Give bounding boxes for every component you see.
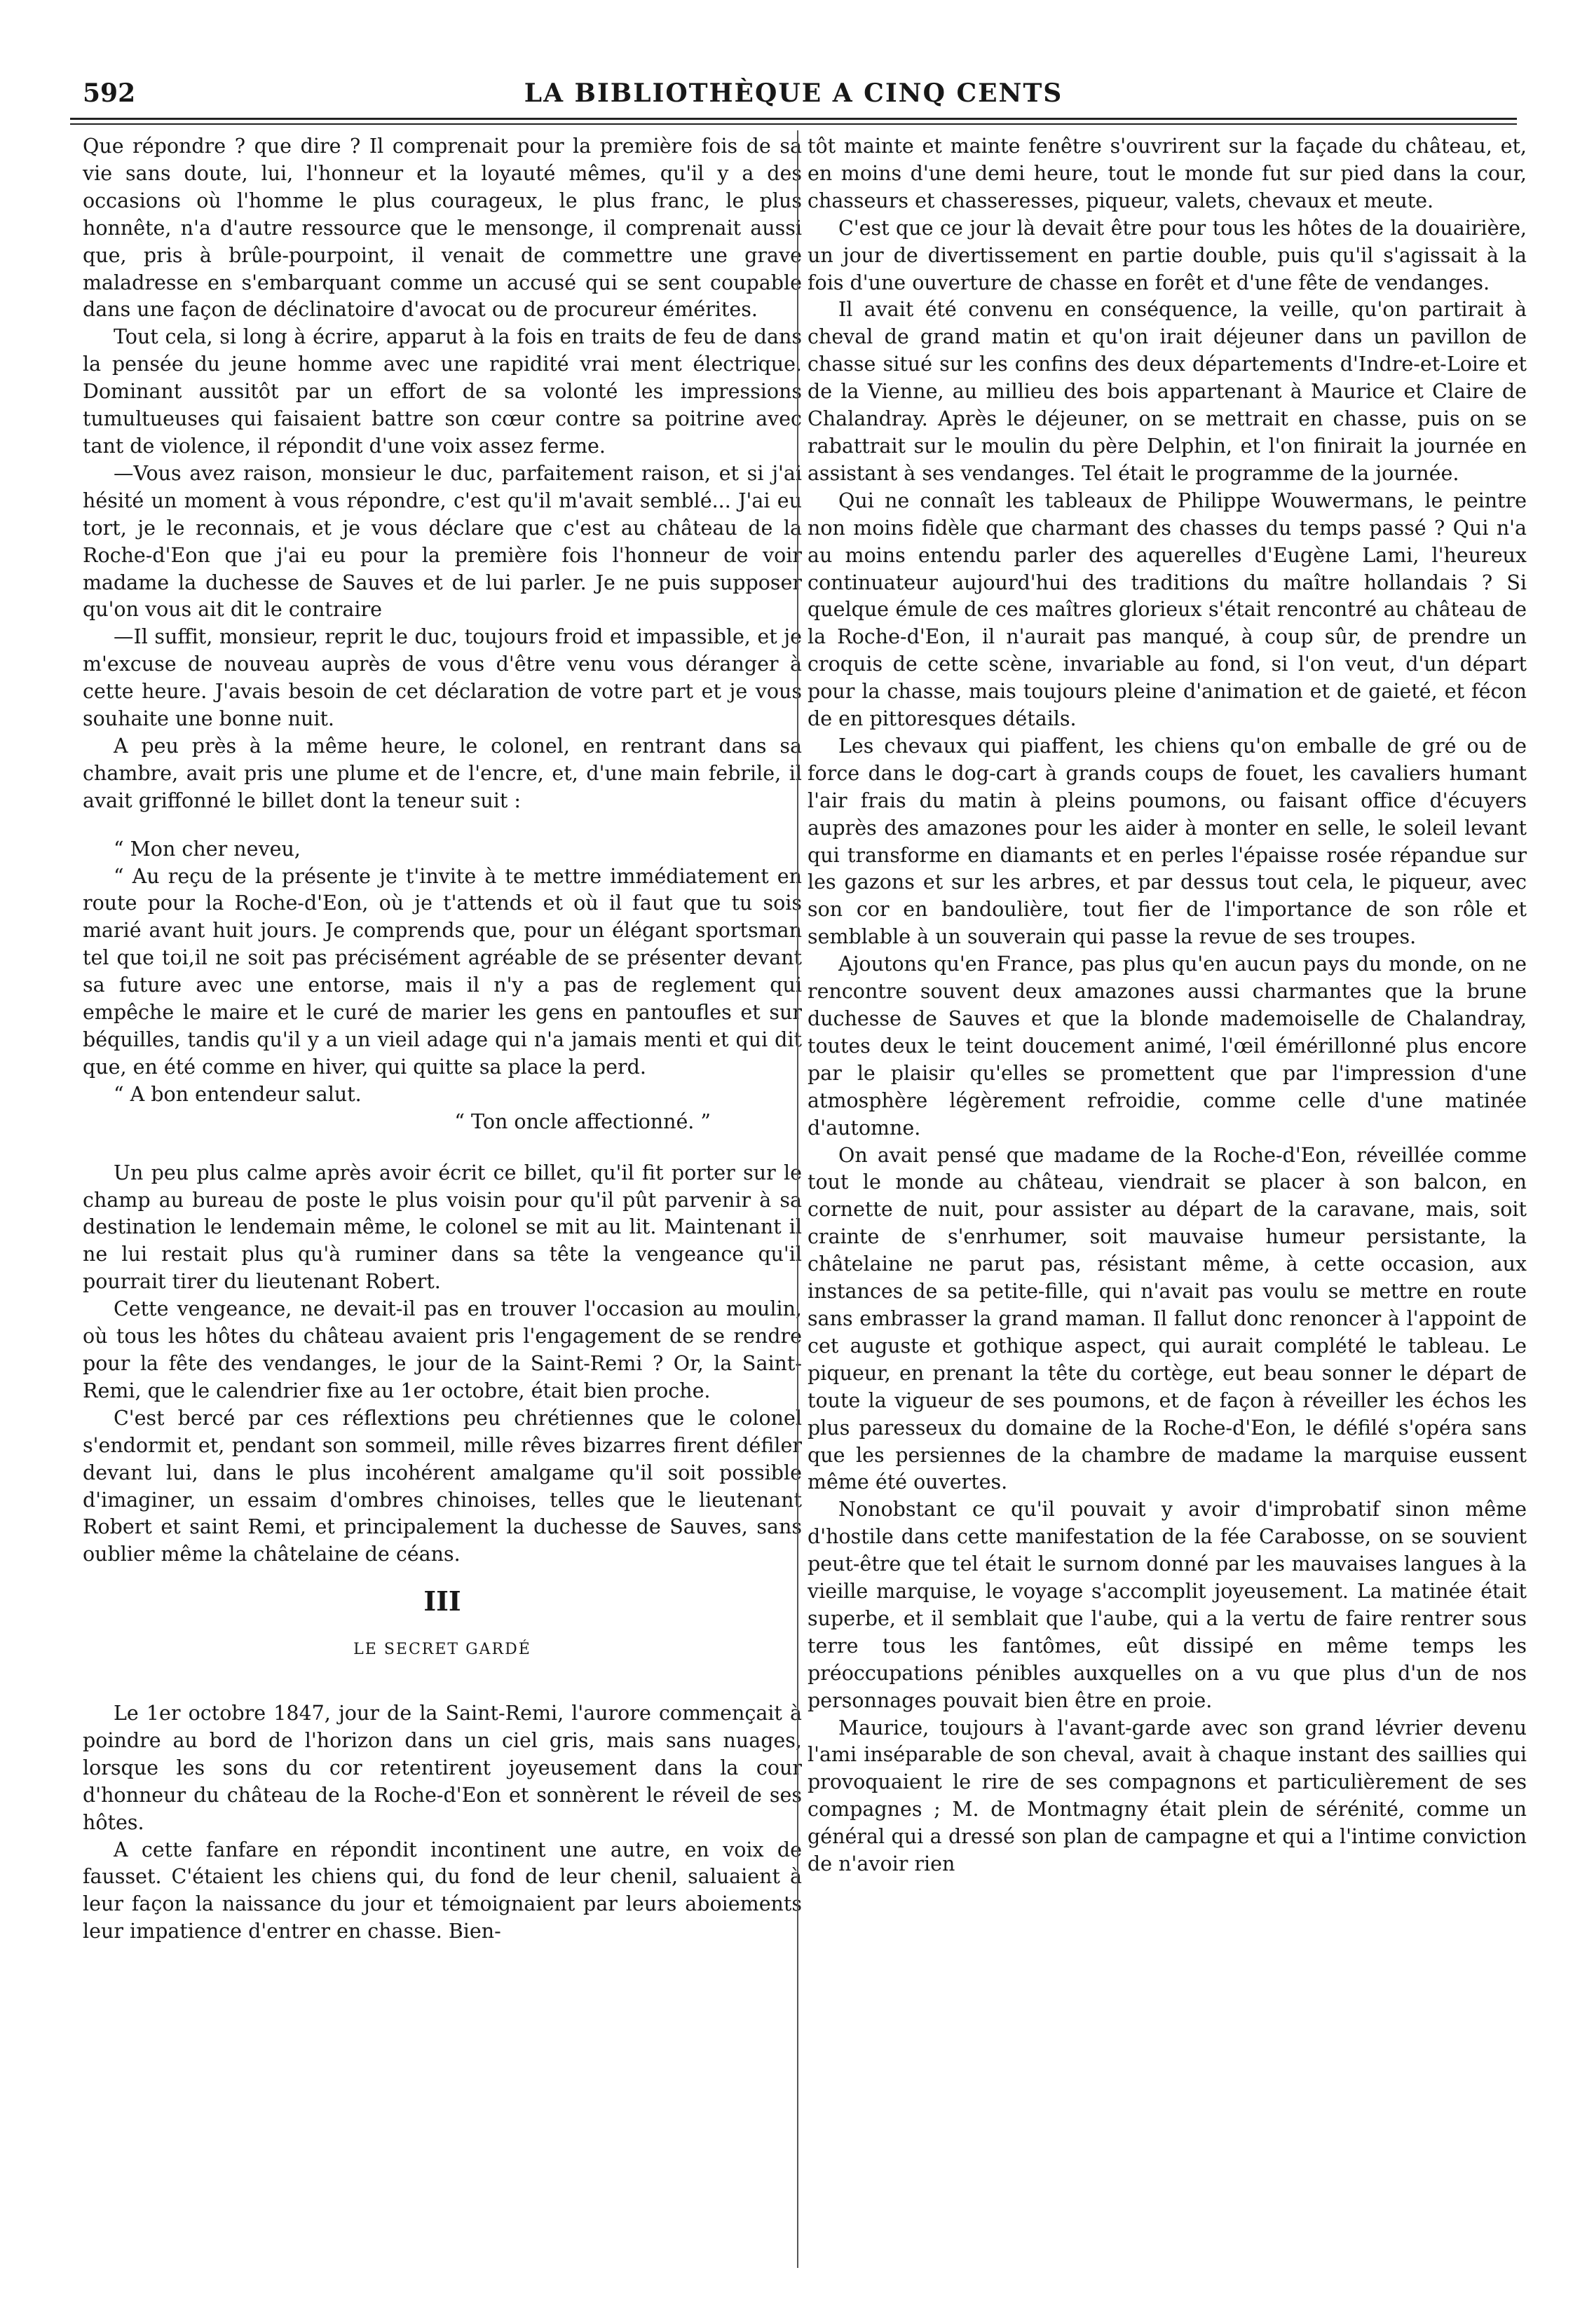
running-title: LA BIBLIOTHÈQUE A CINQ CENTS: [524, 78, 1063, 108]
page-header: [70, 78, 1517, 121]
header-rule: [70, 118, 1517, 120]
paragraph: A peu près à la même heure, le colonel, en rentrant dans sa chambre, avait pris une plume et de l'encre, et, d'une main febrile, il avait griffonné le billet dont la teneur suit :: [83, 734, 802, 812]
paragraph: A cette fanfare en répondit incontinent une autre, en voix de fausset. C'étaient les chiens qui, du fond de leur chenil, saluaient à leur façon la naissance du jour et témoignaient par leurs aboiements leur impatience d'entrer en chasse. Bien-: [83, 1838, 802, 1943]
letter-salutation: “ Mon cher neveu,: [114, 837, 301, 861]
left-column: [83, 133, 802, 1946]
section-number: III: [423, 1585, 461, 1618]
paragraph: Le 1er octobre 1847, jour de la Saint-Remi, l'aurore commençait à poindre au bord de l'horizon dans un ciel gris, mais sans nuages, lorsque les sons du cor retentirent joyeusement dans la cour d'honneur du château de la Roche-d'Eon et sonnèrent le réveil de ses hôtes.: [83, 1702, 802, 1834]
letter: [83, 836, 802, 1136]
paragraph: Nonobstant ce qu'il pouvait y avoir d'improbatif sinon même d'hostile dans cette manifestation de la fée Carabosse, on se souvient peut-être que tel était le surnom donné par les mauvaises langues à la vieille marquise, le voyage s'accomplit joyeusement. La matinée était superbe, et il semblait que l'aube, qui a la vertu de faire rentrer sous terre tous les fantômes, eût dissipé en même temps les préoccupations pénibles auxquelles on a vu que plus d'un de nos personnages pouvait bien être en proie.: [808, 1498, 1527, 1712]
section-title: LE SECRET GARDÉ: [353, 1641, 531, 1659]
paragraph: —Vous avez raison, monsieur le duc, parfaitement raison, et si j'ai hésité un moment à vous répondre, c'est qu'il m'avait semblé... J'ai eu tort, je le reconnais, et je vous déclare que c'est au château de la Roche-d'Eon que j'ai eu pour la première fois l'honneur de voir madame la duchesse de Sauves et de lui parler. Je ne puis supposer qu'on vous ait dit le contraire: [83, 461, 802, 622]
letter-body: “ Au reçu de la présente je t'invite à te mettre immédiatement en route pour la Roche-d'Eon, où je t'attends et où il faut que tu sois marié avant huit jours. Je comprends que, pour un élégant sportsman tel que toi,il ne soit pas précisément agréable de se présenter devant sa future avec une entorse, mais il n'y a pas de reglement qui empêche le maire et le curé de marier les gens en pantoufles et sur béquilles, tandis qu'il y a un vieil adage qui n'a jamais menti et qui dit que, en été comme en hiver, qui quitte sa place la perd.: [83, 864, 802, 1079]
paragraph: Tout cela, si long à écrire, apparut à la fois en traits de feu de dans la pensée du jeune homme avec une rapidité vrai ment électrique. Dominant aussitôt par un effort de sa volonté les impressions tumultueuses qui faisaient battre son cœur contre sa poitrine avec tant de violence, il répondit d'une voix assez ferme.: [83, 325, 802, 458]
paragraph: Un peu plus calme après avoir écrit ce billet, qu'il fit porter sur le champ au bureau de poste le plus voisin pour qu'il pût parvenir à sa destination le lendemain même, le colonel se mit au lit. Maintenant il ne lui restait plus qu'à ruminer dans sa tête la vengeance qu'il pourrait tirer du lieutenant Robert.: [83, 1161, 802, 1294]
paragraph: —Il suffit, monsieur, reprit le duc, toujours froid et impassible, et je m'excuse de nouveau auprès de vous d'être venu vous déranger à cette heure. J'avais besoin de cet déclaration de votre part et je vous souhaite une bonne nuit.: [83, 625, 802, 731]
column-divider: [797, 130, 798, 2268]
paragraph: C'est bercé par ces réflextions peu chrétiennes que le colonel s'endormit et, pendant son sommeil, mille rêves bizarres firent défiler devant lui, dans le plus incohérent amalgame qu'il soit possible d'imaginer, un essaim d'ombres chinoises, telles que le lieutenant Robert et saint Remi, et principalement la duchesse de Sauves, sans oublier même la châtelaine de céans.: [83, 1406, 802, 1566]
letter-closing: “ A bon entendeur salut.: [114, 1082, 362, 1106]
page-number: 592: [83, 78, 136, 108]
paragraph: C'est que ce jour là devait être pour tous les hôtes de la douairière, un jour de divertissement en partie double, puis qu'il s'agissait à la fois d'une ouverture de chasse en forêt et d'une fête de vendanges.: [808, 216, 1527, 294]
paragraph: Ajoutons qu'en France, pas plus qu'en aucun pays du monde, on ne rencontre souvent deux amazones aussi charmantes que la brune duchesse de Sauves et que la blonde mademoiselle de Chalandray, toutes deux le teint doucement animé, l'œil émérillonné plus encore par le plaisir qu'elles se promettent que par l'impression d'une atmosphère légèrement refroidie, comme celle d'une matinée d'automne.: [808, 952, 1527, 1140]
paragraph: On avait pensé que madame de la Roche-d'Eon, réveillée comme tout le monde au château, viendrait se placer à son balcon, en cornette de nuit, pour assister au départ de la caravane, mais, soit crainte de s'enrhumer, soit mauvaise humeur persistante, la châtelaine ne parut pas, résistant même, à cette occasion, aux instances de sa petite-fille, qui n'avait pas voulu se mettre en route sans embrasser la grand maman. Il fallut donc renoncer à l'appoint de cet auguste et gothique aspect, qui aurait complété le tableau. Le piqueur, en prenant la tête du cortège, eut beau sonner le départ de toute la vigueur de ses poumons, et de façon à réveiller les échos les plus paresseux du domaine de la Roche-d'Eon, le défilé s'opéra sans que les persiennes de la chambre de madame la marquise eussent même été ouvertes.: [808, 1143, 1527, 1494]
paragraph: Qui ne connaît les tableaux de Philippe Wouwermans, le peintre non moins fidèle que charmant des chasses du temps passé ? Qui n'a au moins entendu parler des aquerelles d'Eugène Lami, l'heureux continuateur aujourd'hui des traditions du maître hollandais ? Si quelque émule de ces maîtres glorieux s'était rencontré au château de la Roche-d'Eon, il n'aurait pas manqué, à coup sûr, de prendre un croquis de cette scène, invariable au fond, si l'on veut, d'un départ pour la chasse, mais toujours pleine d'animation et de gaieté, et fécon de en pittoresques détails.: [808, 488, 1527, 731]
paragraph: Cette vengeance, ne devait-il pas en trouver l'occasion au moulin, où tous les hôtes du château avaient pris l'engagement de se rendre pour la fête des vendanges, le jour de la Saint-Remi ? Or, la Saint-Remi, que le calendrier fixe au 1er octobre, était bien proche.: [83, 1297, 802, 1402]
paragraph: Maurice, toujours à l'avant-garde avec son grand lévrier devenu l'ami inséparable de son cheval, avait à chaque instant des saillies qui provoquaient le rire de ses compagnons et particulièrement de ses compagnes ; M. de Montmagny était plein de sérénité, comme un général qui a dressé son plan de campagne et qui a l'intime conviction de n'avoir rien: [808, 1716, 1527, 1876]
right-column: [808, 133, 1527, 1878]
letter-signature: “ Ton oncle affectionné. ”: [454, 1109, 711, 1133]
header-rule-thin: [70, 123, 1517, 125]
paragraph: Les chevaux qui piaffent, les chiens qu'on emballe de gré ou de force dans le dog-cart à grands coups de fouet, les cavaliers humant l'air frais du matin à pleins poumons, ou faisant office d'écuyers auprès des amazones pour les aider à monter en selle, le soleil levant qui transforme en diamants et en perles l'épaisse rosée répandue sur les gazons et sur les arbres, et par dessus tout cela, le piqueur, avec son cor en bandoulière, tout fier de l'importance de son rôle et semblable à un souverain qui passe la revue de ses troupes.: [808, 734, 1527, 949]
paragraph: Il avait été convenu en conséquence, la veille, qu'on partirait à cheval de grand matin et qu'on irait déjeuner dans un pavillon de chasse situé sur les confins des deux départements d'Indre-et-Loire et de la Vienne, au millieu des bois appartenant à Maurice et Claire de Chalandray. Après le déjeuner, on se mettrait en chasse, puis on se rabattrait sur le moulin du père Delphin, et l'on finirait la journée en assistant à ses vendanges. Tel était le programme de la journée.: [808, 298, 1527, 485]
paragraph: tôt mainte et mainte fenêtre s'ouvrirent sur la façade du château, et, en moins d'une demi heure, tout le monde fut sur pied dans la cour, chasseurs et chasseresses, piqueur, valets, chevaux et meute.: [808, 135, 1527, 212]
paragraph: Que répondre ? que dire ? Il comprenait pour la première fois de sa vie sans doute, lui, l'honneur et la loyauté mêmes, qu'il y a des occasions où l'homme le plus courageux, le plus franc, le plus honnête, n'a d'autre ressource que le mensonge, il comprenait aussi que, pris à brûle-pourpoint, il venait de commettre une grave maladresse en s'embarquant comme un accusé qui se sent coupable dans une façon de déclinatoire d'avocat ou de procureur émérites.: [83, 135, 802, 322]
